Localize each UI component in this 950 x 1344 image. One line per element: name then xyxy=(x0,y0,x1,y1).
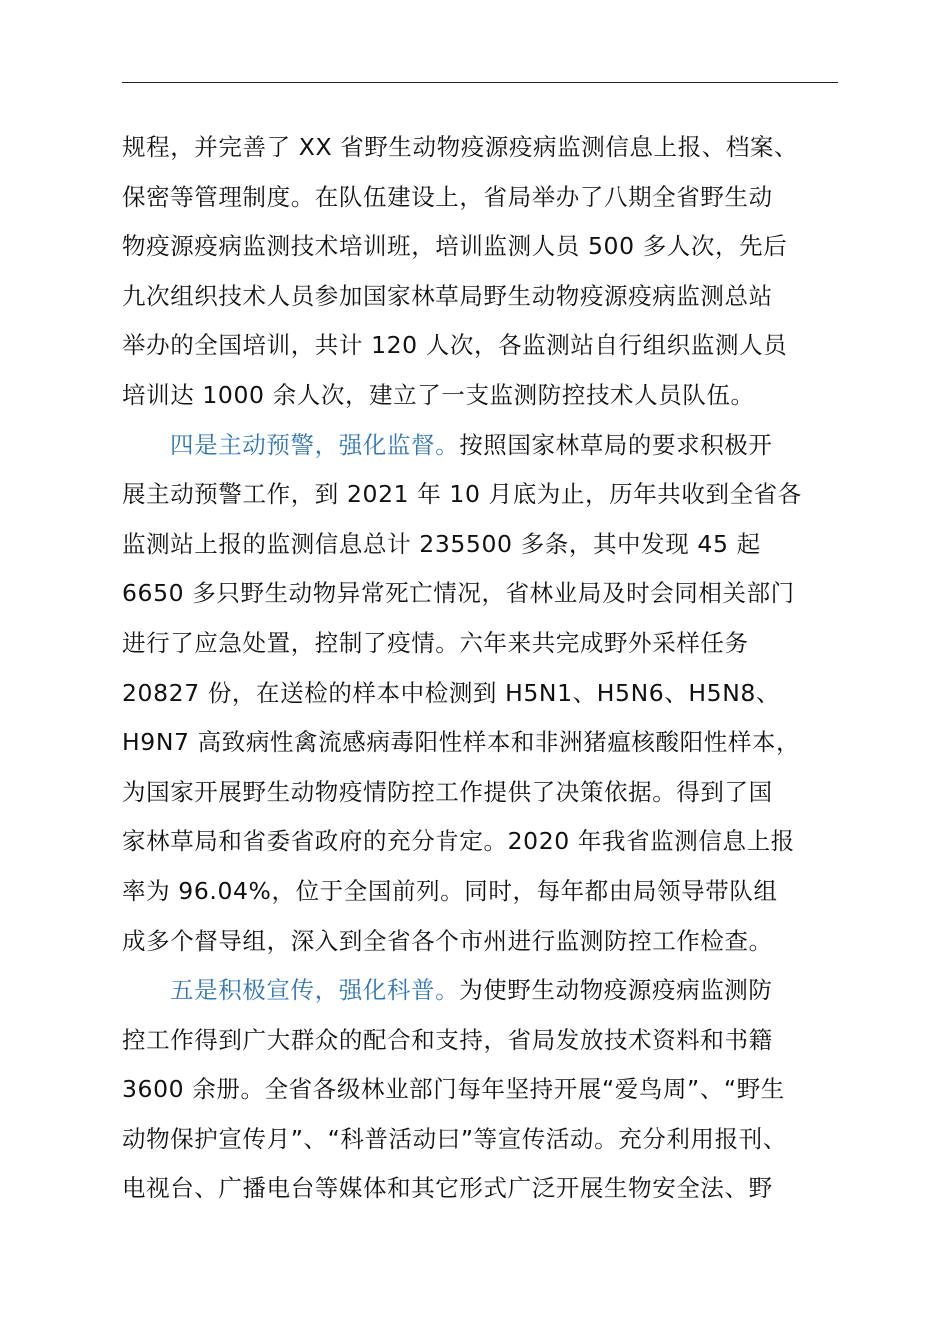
text-line: 保密等管理制度。在队伍建设上，省局举办了八期全省野生动 xyxy=(122,182,773,211)
section-heading-publicity: 五是积极宣传，强化科普。 xyxy=(170,976,460,1005)
text-line: 九次组织技术人员参加国家林草局野生动物疫源疫病监测总站 xyxy=(122,281,773,310)
paragraph-team-building xyxy=(122,123,842,421)
text-line: 6650 多只野生动物异常死亡情况，省林业局及时会同相关部门 xyxy=(122,579,795,608)
text-line: 进行了应急处置，控制了疫情。六年来共完成野外采样任务 xyxy=(122,628,749,657)
text-line: 控工作得到广大群众的配合和支持，省局发放技术资料和书籍 xyxy=(122,1025,773,1054)
text-line: 展主动预警工作，到 2021 年 10 月底为止，历年共收到全省各 xyxy=(122,480,802,509)
text-line: 举办的全国培训，共计 120 人次，各监测站自行组织监测人员 xyxy=(122,331,788,360)
text-line: 规程，并完善了 XX 省野生动物疫源疫病监测信息上报、档案、 xyxy=(122,133,799,161)
text-line: 动物保护宣传月”、“科普活动曰”等宣传活动。充分利用报刊、 xyxy=(122,1124,787,1153)
text-line: H9N7 高致病性禽流感病毒阳性样本和非洲猪瘟核酸阳性样本， xyxy=(122,728,801,757)
text-line: 电视台、广播电台等媒体和其它形式广泛开展生物安全法、野 xyxy=(122,1174,773,1203)
header-rule xyxy=(122,82,838,83)
text-line xyxy=(122,421,842,471)
text-line xyxy=(122,966,842,1016)
text-line: 成多个督导组，深入到全省各个市州进行监测防控工作检查。 xyxy=(122,926,773,955)
text-line: 监测站上报的监测信息总计 235500 多条，其中发现 45 起 xyxy=(122,529,761,558)
text-run: 为使野生动物疫源疫病监测防 xyxy=(459,976,773,1005)
text-run: 按照国家林草局的要求积极开 xyxy=(459,430,773,459)
section-heading-early-warning: 四是主动预警，强化监督。 xyxy=(170,430,460,459)
text-line: 3600 余册。全省各级林业部门每年坚持开展“爱鸟周”、“野生 xyxy=(122,1075,785,1104)
document-body xyxy=(122,123,842,1214)
text-line: 物疫源疫病监测技术培训班，培训监测人员 500 多人次，先后 xyxy=(122,232,788,261)
text-line: 为国家开展野生动物疫情防控工作提供了决策依据。得到了国 xyxy=(122,777,773,806)
paragraph-early-warning xyxy=(122,421,842,967)
text-line: 20827 份，在送检的样本中检测到 H5N1、H5N6、H5N8、 xyxy=(122,678,781,707)
text-line: 率为 96.04%，位于全国前列。同时，每年都由局领导带队组 xyxy=(122,876,778,905)
paragraph-publicity xyxy=(122,966,842,1214)
text-line: 家林草局和省委省政府的充分肯定。2020 年我省监测信息上报 xyxy=(122,827,795,856)
text-line: 培训达 1000 余人次，建立了一支监测防控技术人员队伍。 xyxy=(122,380,755,409)
